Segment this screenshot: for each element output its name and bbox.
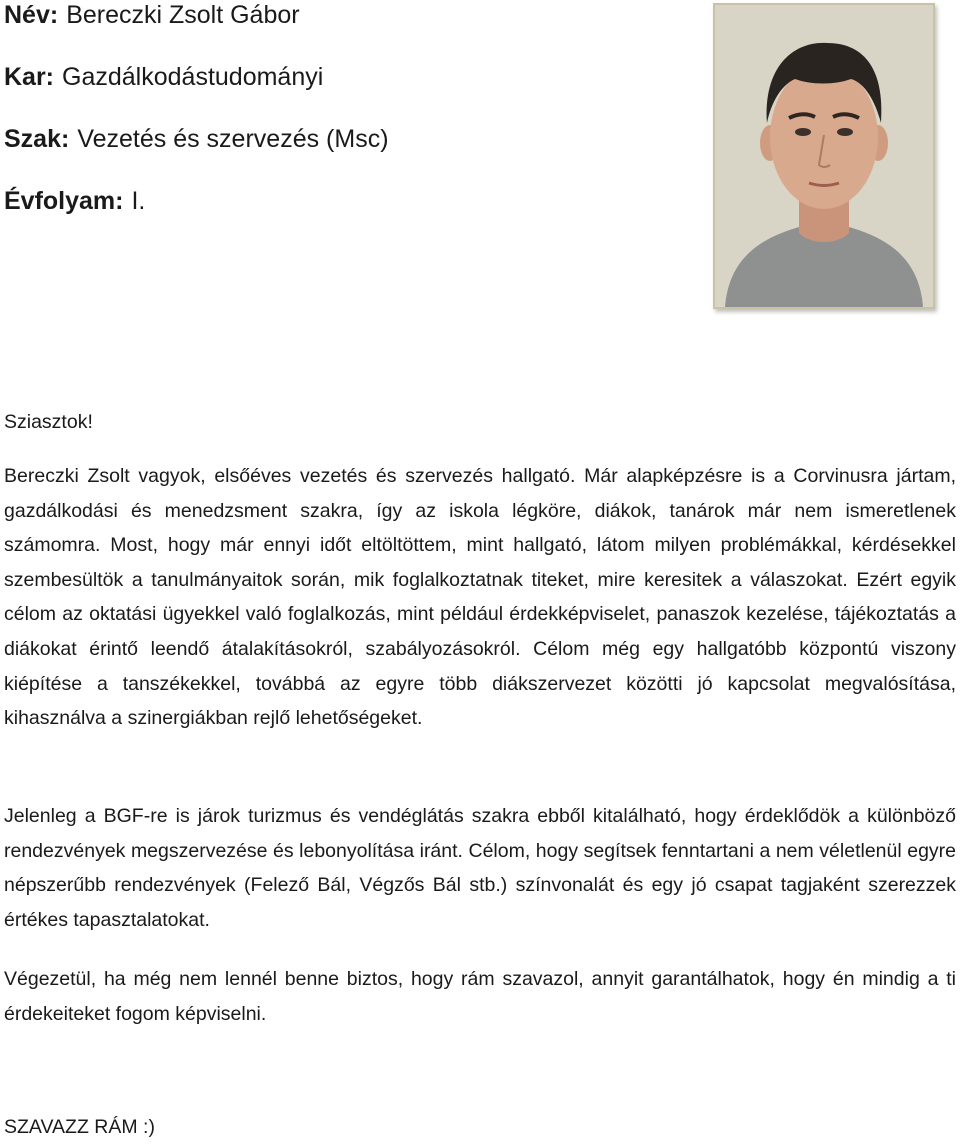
- faculty-field: [4, 62, 323, 92]
- greeting: Sziasztok!: [4, 411, 93, 433]
- name-label: Név:: [4, 1, 59, 29]
- major-label: Szak:: [4, 125, 70, 153]
- year-field: [4, 186, 145, 216]
- closing-paragraph: Végezetül, ha még nem lennél benne biztos, hogy rám szavazol, annyit garantálhatok, hogy én mindig a ti érdekeiteket fogom képviselni.: [4, 968, 956, 1025]
- name-value: Bereczki Zsolt Gábor: [66, 1, 300, 29]
- portrait-photo-icon: [715, 5, 933, 307]
- vote-call: SZAVAZZ RÁM :): [4, 1116, 155, 1138]
- events-paragraph: Jelenleg a BGF-re is járok turizmus és vendéglátás szakra ebből kitalálható, hogy érdeklődök a különböző rendezvények megszervezése és lebonyolítása iránt. Célom, hogy segítsek fenntartani a nem véletlenül egyre népszerűbb rendezvények (Felező Bál, Végzős Bál stb.) színvonalát és egy jó csapat tagjaként szerezzek értékes tapasztalatokat.: [4, 805, 956, 931]
- portrait-photo: [713, 3, 935, 309]
- faculty-label: Kar:: [4, 63, 55, 91]
- major-field: [4, 124, 389, 154]
- faculty-value: Gazdálkodástudományi: [62, 63, 324, 91]
- major-value: Vezetés és szervezés (Msc): [77, 125, 389, 153]
- intro-paragraph: Bereczki Zsolt vagyok, elsőéves vezetés és szervezés hallgató. Már alapképzésre is a Corvinusra jártam, gazdálkodási és menedzsment szakra, így az iskola légköre, diákok, tanárok már nem ismeretlenek számomra. Most, hogy már ennyi időt eltöltöttem, mint hallgató, látom milyen problémákkal, kérdésekkel szembesültök a tanulmányaitok során, mik foglalkoztatnak titeket, mire keresitek a válaszokat. Ezért egyik célom az oktatási ügyekkel való foglalkozás, mint például érdekképviselet, panaszok kezelése, tájékoztatás a diákokat érintő leendő átalakításokról, szabályozásokról. Célom még egy hallgatóbb központú viszony kiépítése a tanszékekkel, továbbá az egyre több diákszervezet közötti jó kapcsolat megvalósítása, kihasználva a szinergiákban rejlő lehetőségeket.: [4, 465, 956, 730]
- name-field: [4, 0, 300, 30]
- year-label: Évfolyam:: [4, 187, 124, 215]
- year-value: I.: [131, 187, 146, 215]
